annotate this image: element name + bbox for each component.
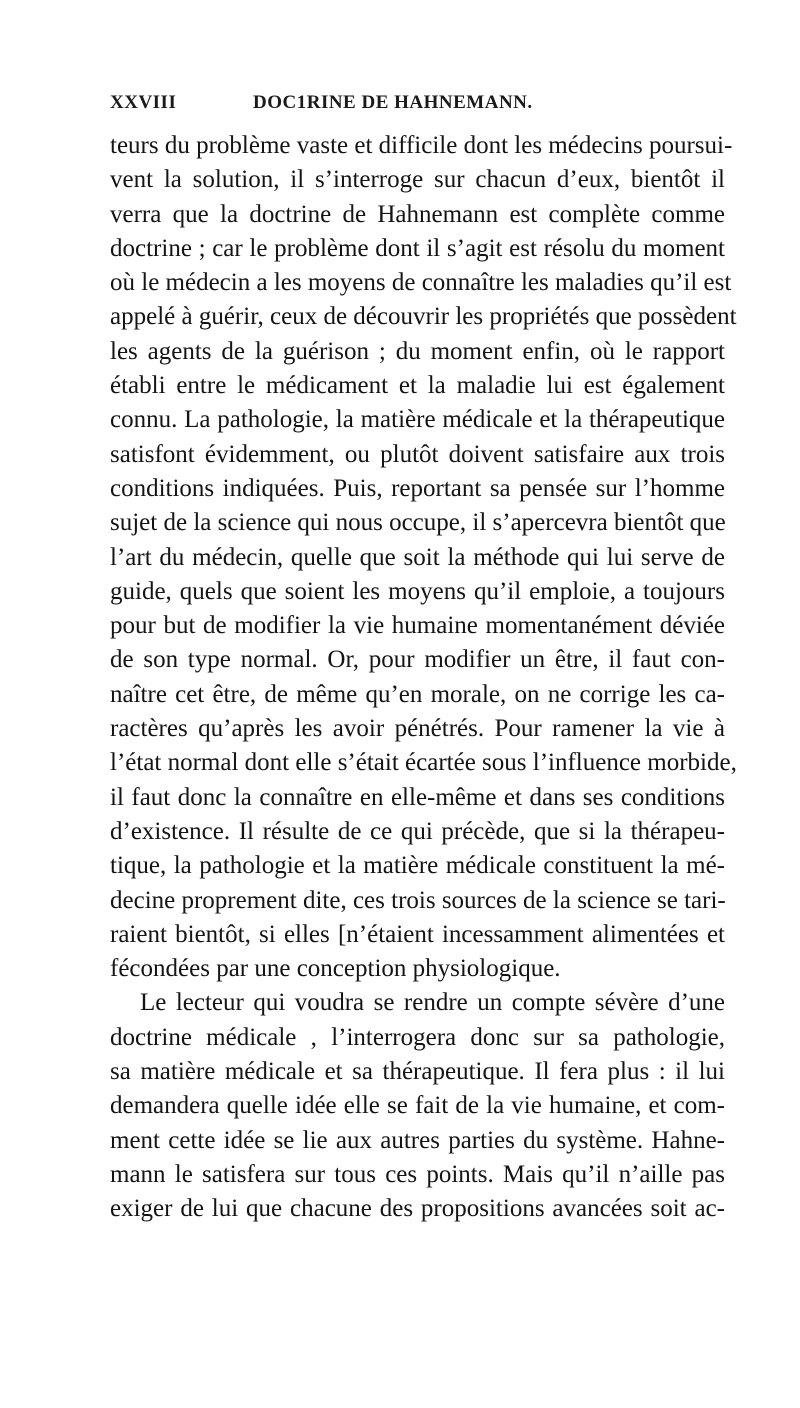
text-line: teurs du problème vaste et difficile dont les médecins poursui- [110,132,733,159]
text-line: établi entre le médicament et la maladie lui est également [110,372,725,400]
text-line: il faut donc la connaître en elle-même et dans ses conditions [110,783,725,811]
text-line: Le lecteur qui voudra se rendre un compte sévère d’une [140,989,725,1017]
text-line: decine proprement dite, ces trois sources de la science se tari- [110,886,726,914]
text-line: exiger de lui que chacune des propositions avancées soit ac- [110,1195,725,1223]
text-line: verra que la doctrine de Hahnemann est complète comme [110,200,725,228]
text-line: de son type normal. Or, pour modifier un être, il faut con- [110,646,725,674]
text-line: sujet de la science qui nous occupe, il s’apercevra bientôt que [110,509,726,537]
text-line: pour but de modifier la vie humaine momentanément déviée [110,612,725,640]
text-line: ment cette idée se lie aux autres parties du système. Hahne- [110,1126,725,1154]
text-line: naître cet être, de même qu’en morale, on ne corrige les ca- [110,680,725,708]
text-line: d’existence. Il résulte de ce qui précède, que si la thérapeu- [110,817,725,845]
text-line: appelé à guérir, ceux de découvrir les propriétés que possèdent [110,303,737,331]
text-line: où le médecin a les moyens de connaître les maladies qu’il est [110,269,732,297]
text-line: satisfont évidemment, ou plutôt doivent satisfaire aux trois [110,440,725,468]
text-line: demandera quelle idée elle se fait de la vie humaine, et com- [110,1092,725,1120]
text-line: ractères qu’après les avoir pénétrés. Pour ramener la vie à [110,715,725,743]
body-text [110,129,737,1227]
text-line: les agents de la guérison ; du moment enfin, où le rapport [110,337,725,365]
text-line: doctrine médicale , l’interrogera donc sur sa pathologie, [110,1023,725,1051]
text-line: conditions indiquées. Puis, reportant sa pensée sur l’homme [110,474,725,502]
text-line: sa matière médicale et sa thérapeutique. Il fera plus : il lui [110,1058,725,1086]
running-head [110,92,730,120]
text-line: fécondées par une conception physiologique. [110,955,561,983]
text-line: doctrine ; car le problème dont il s’agit est résolu du moment [110,234,725,262]
text-line: raient bientôt, si elles [n’étaient incessamment alimentées et [110,920,725,948]
page-number: XXVIII [110,92,177,113]
text-line: vent la solution, il s’interroge sur chacun d’eux, bientôt il [110,166,725,194]
text-line: tique, la pathologie et la matière médicale constituent la mé- [110,852,725,880]
text-line: l’état normal dont elle s’était écartée sous l’influence morbide, [110,749,737,777]
text-line: l’art du médecin, quelle que soit la méthode qui lui serve de [110,543,725,571]
text-line: guide, quels que soient les moyens qu’il emploie, a toujours [110,577,725,605]
running-title: DOC1RINE DE HAHNEMANN. [253,92,533,113]
text-line: connu. La pathologie, la matière médicale et la thérapeutique [110,406,725,434]
text-line: mann le satisfera sur tous ces points. Mais qu’il n’aille pas [110,1160,725,1188]
